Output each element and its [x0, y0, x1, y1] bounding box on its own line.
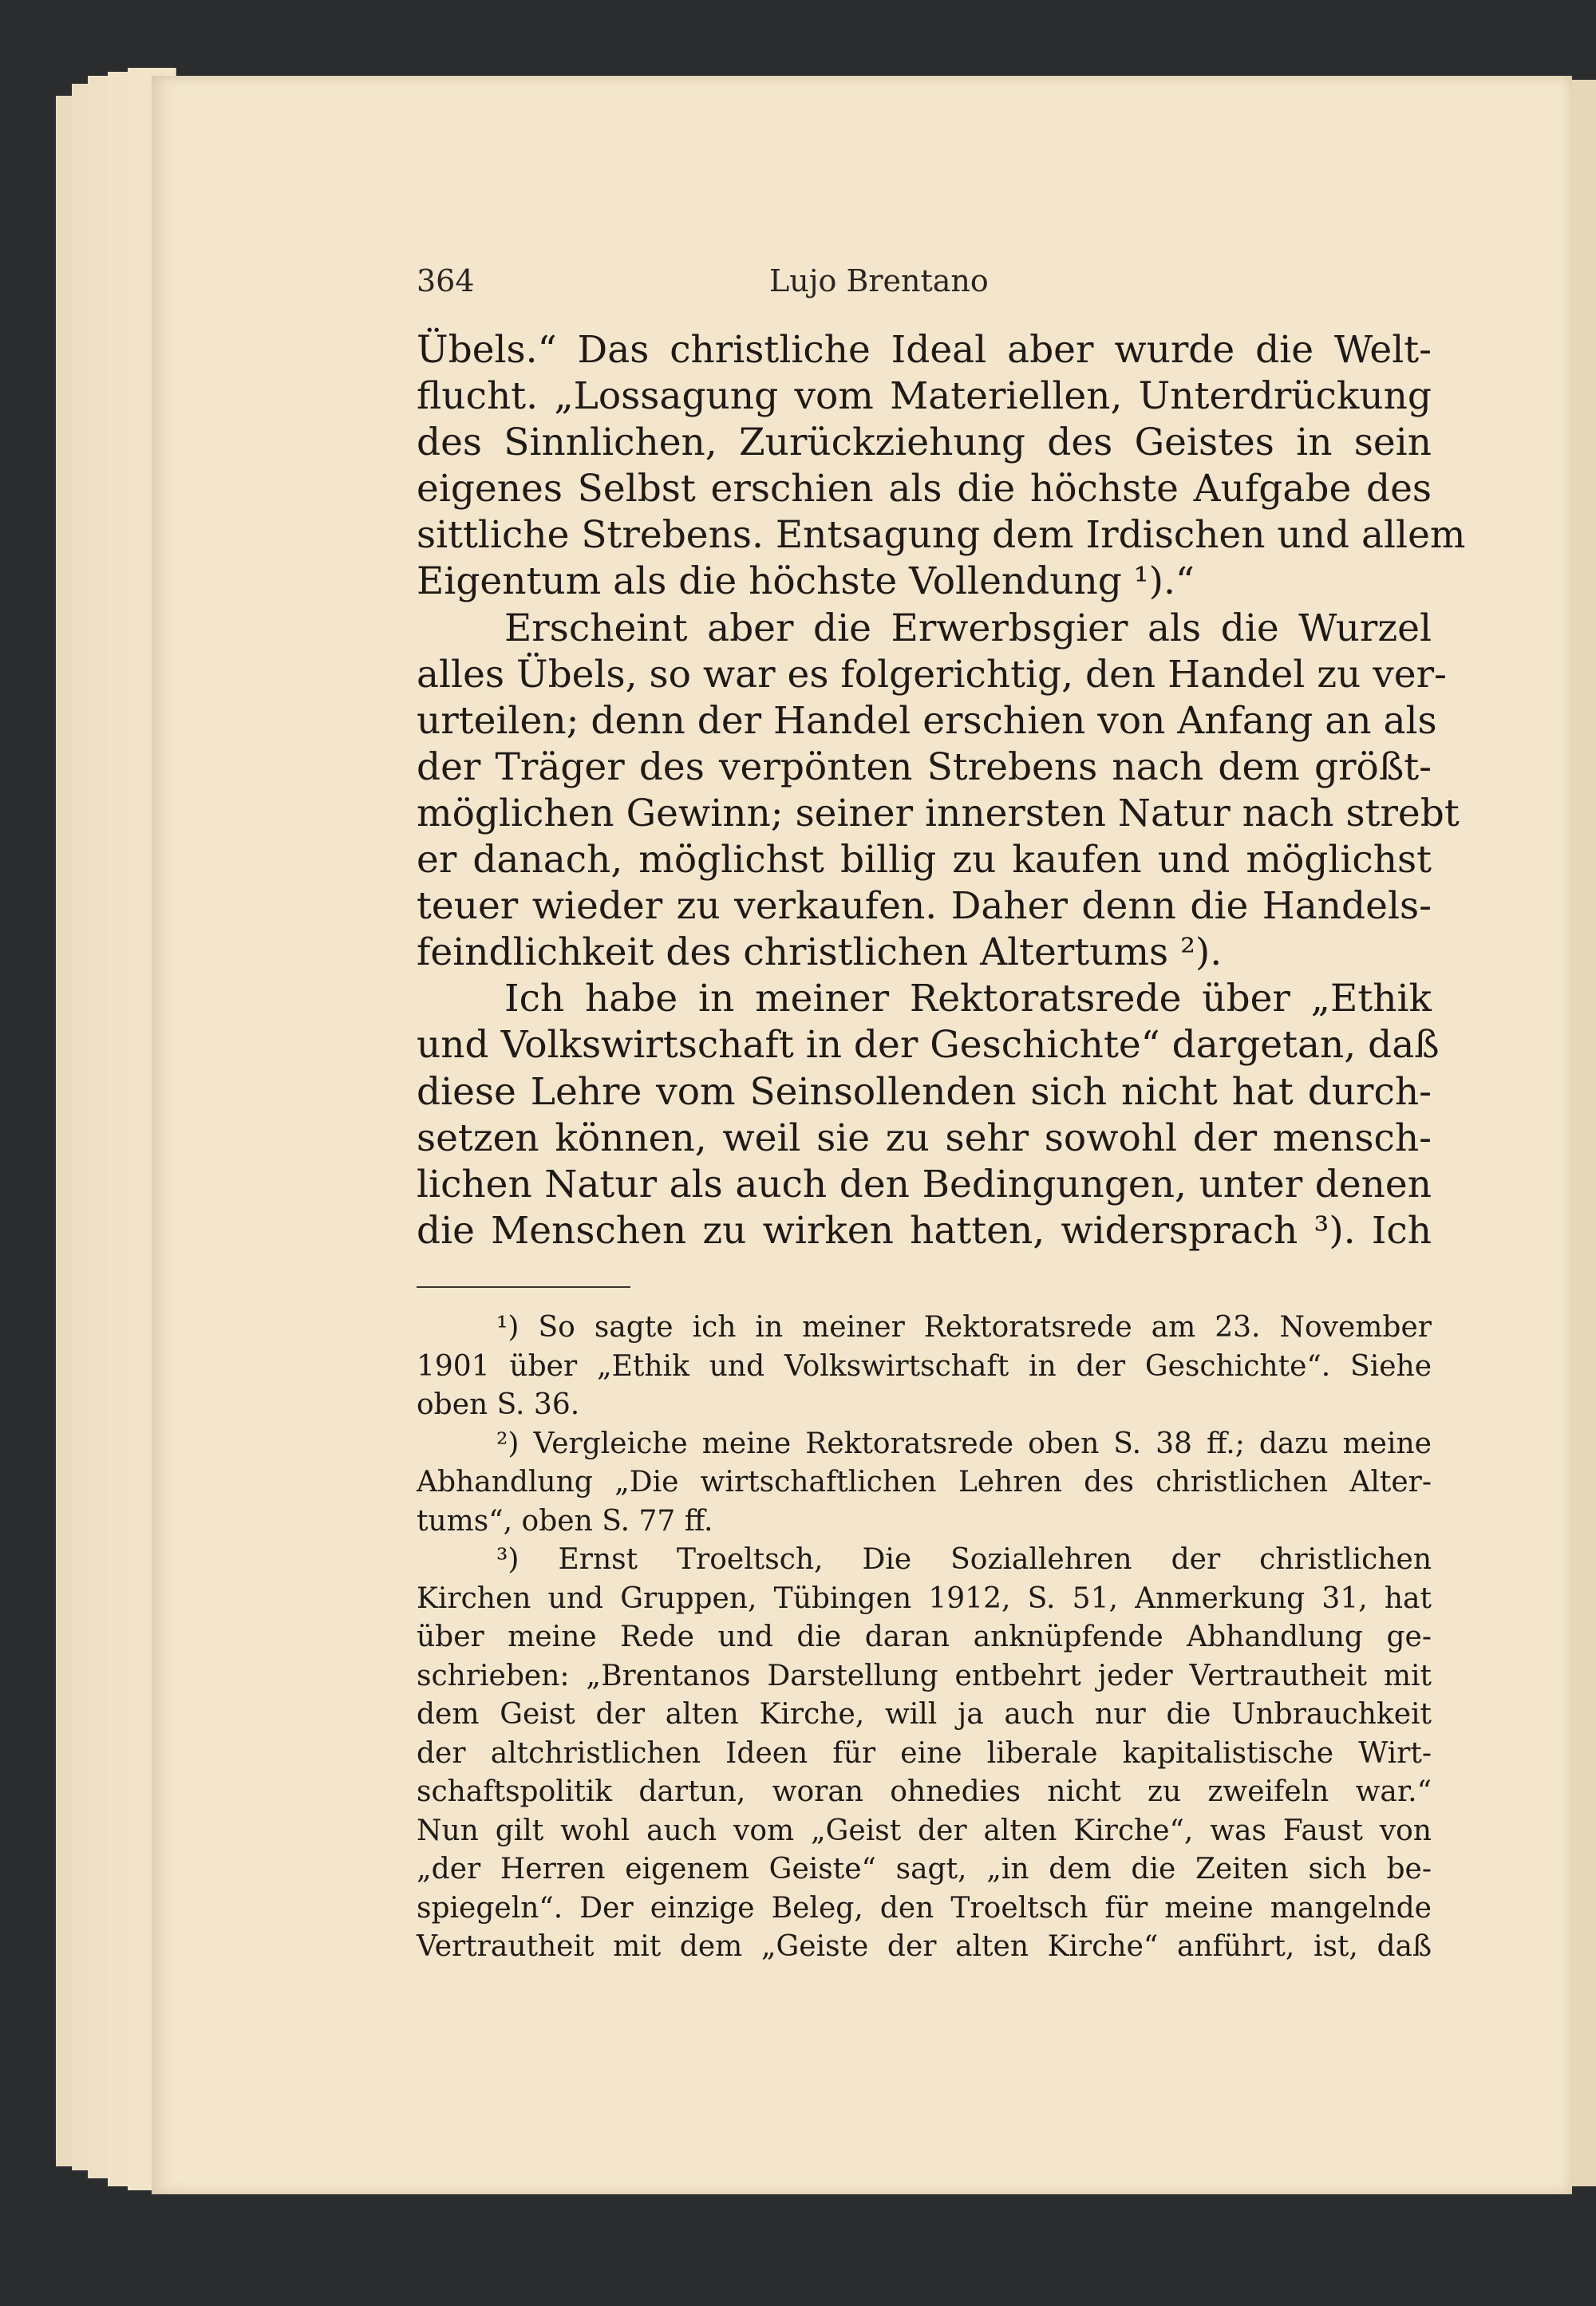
text-line: Ich habe in meiner Rektoratsrede über „Ethik	[504, 977, 1432, 1021]
footnote-line: spiegeln“. Der einzige Beleg, den Troeltsch für meine mangelnde	[417, 1891, 1432, 1925]
footnote-line: über meine Rede und die daran anknüpfende Abhandlung ge-	[417, 1621, 1432, 1653]
page-header	[417, 263, 1438, 303]
footnote-line: schaftspolitik dartun, woran ohnedies nicht zu zweifeln war.“	[417, 1775, 1432, 1808]
running-head: Lujo Brentano	[769, 263, 989, 298]
page-number: 364	[417, 263, 475, 298]
footnote-line: Vertrautheit mit dem „Geiste der alten Kirche“ anführt, ist, daß	[417, 1930, 1432, 1963]
text-line: möglichen Gewinn; seiner innersten Natur nach strebt	[417, 791, 1460, 835]
text-line: alles Übels, so war es folgerichtig, den Handel zu ver-	[417, 652, 1447, 697]
text-line: des Sinnlichen, Zurückziehung des Geistes in sein	[417, 421, 1432, 465]
footnote-line: schrieben: „Brentanos Darstellung entbehrt jeder Vertrautheit mit	[417, 1659, 1432, 1692]
text-line: urteilen; denn der Handel erschien von Anfang an als	[417, 698, 1437, 743]
footnote-rule	[417, 1286, 630, 1288]
text-line: eigenes Selbst erschien als die höchste Aufgabe des	[417, 467, 1432, 511]
text-line: setzen können, weil sie zu sehr sowohl der mensch-	[417, 1115, 1432, 1160]
footnote-line: Abhandlung „Die wirtschaftlichen Lehren des christlichen Alter-	[417, 1466, 1432, 1499]
text-line: er danach, möglichst billig zu kaufen und möglichst	[417, 838, 1432, 883]
text-line: teuer wieder zu verkaufen. Daher denn die Handels-	[417, 884, 1432, 929]
footnote-line: oben S. 36.	[417, 1388, 580, 1421]
footnotes	[417, 1309, 1432, 1967]
footnote-line: ³) Ernst Troeltsch, Die Soziallehren der christlichen	[496, 1543, 1432, 1576]
text-line: Eigentum als die höchste Vollendung ¹).“	[417, 559, 1195, 604]
text-line: diese Lehre vom Seinsollenden sich nicht hat durch-	[417, 1069, 1432, 1114]
footnote-line: der altchristlichen Ideen für eine liberale kapitalistische Wirt-	[417, 1736, 1432, 1770]
text-line: die Menschen zu wirken hatten, widersprach ³). Ich	[417, 1208, 1432, 1253]
footnote-line: Kirchen und Gruppen, Tübingen 1912, S. 51, Anmerkung 31, hat	[417, 1581, 1432, 1615]
text-line: lichen Natur als auch den Bedingungen, unter denen	[417, 1162, 1432, 1206]
facing-page-edge	[1570, 80, 1596, 2186]
text-line: Erscheint aber die Erwerbsgier als die Wurzel	[504, 606, 1432, 650]
text-line: flucht. „Lossagung vom Materiellen, Unterdrückung	[417, 374, 1432, 419]
text-line: und Volkswirtschaft in der Geschichte“ dargetan, daß	[417, 1023, 1440, 1068]
main-text	[417, 327, 1466, 1254]
footnote-line: ²) Vergleiche meine Rektoratsrede oben S. 38 ff.; dazu meine	[496, 1427, 1432, 1460]
footnote-line: „der Herren eigenem Geiste“ sagt, „in dem die Zeiten sich be-	[417, 1853, 1432, 1885]
text-line: der Träger des verpönten Strebens nach dem größt-	[417, 744, 1432, 789]
text-line: sittliche Strebens. Entsagung dem Irdischen und allem	[417, 513, 1466, 558]
footnote-line: ¹) So sagte ich in meiner Rektoratsrede am 23. November	[496, 1311, 1432, 1344]
footnote-line: Nun gilt wohl auch vom „Geist der alten Kirche“, was Faust von	[417, 1814, 1432, 1847]
footnote-line: 1901 über „Ethik und Volkswirtschaft in der Geschichte“. Siehe	[417, 1349, 1432, 1383]
text-line: Übels.“ Das christliche Ideal aber wurde die Welt-	[417, 328, 1432, 372]
text-line: feindlichkeit des christlichen Altertums ²).	[417, 930, 1223, 975]
footnote-line: dem Geist der alten Kirche, will ja auch nur die Unbrauchkeit	[417, 1698, 1432, 1731]
footnote-line: tums“, oben S. 77 ff.	[417, 1504, 713, 1538]
